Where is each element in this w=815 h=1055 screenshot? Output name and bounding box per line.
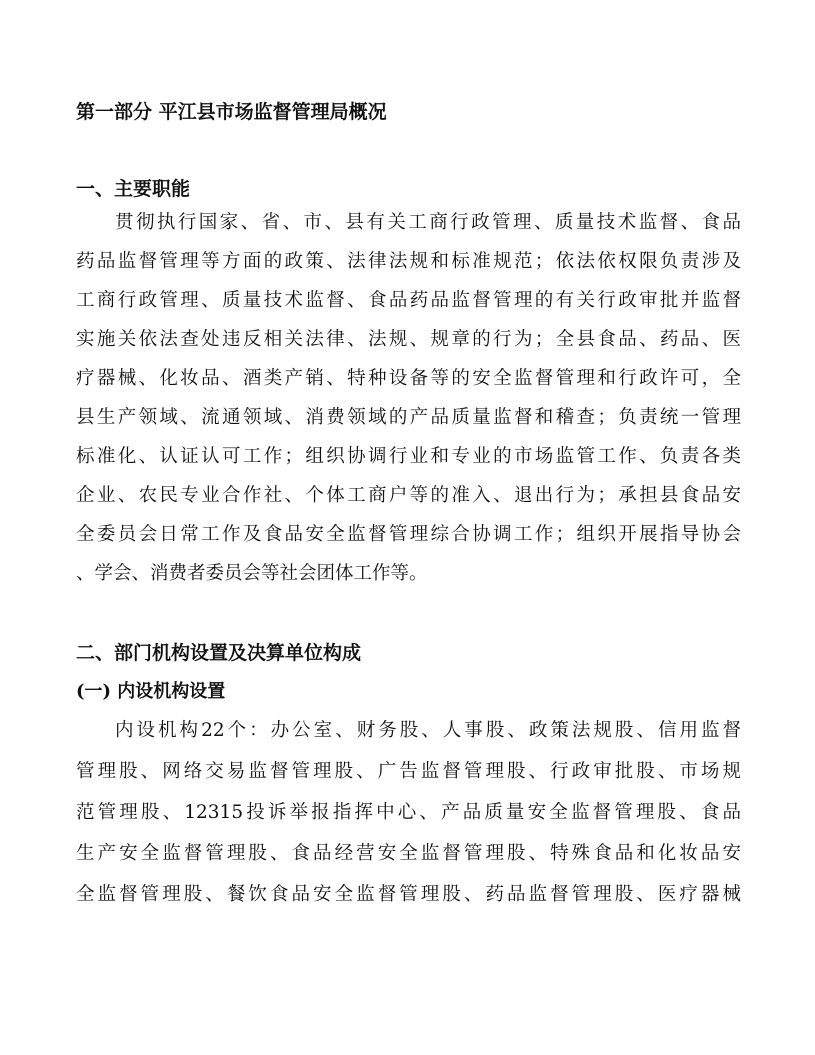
paragraph-line: 标准化、认证认可工作；组织协调行业和专业的市场监管工作、负责各类 bbox=[76, 446, 741, 467]
paragraph-line: 范管理股、12315投诉举报指挥中心、产品质量安全监督管理股、食品 bbox=[76, 802, 741, 823]
paragraph-line: 全监督管理股、餐饮食品安全监督管理股、药品监督管理股、医疗器械 bbox=[76, 884, 741, 905]
paragraph-line: 工商行政管理、质量技术监督、食品药品监督管理的有关行政审批并监督 bbox=[76, 290, 741, 311]
paragraph-line: 县生产领域、流通领域、消费领域的产品质量监督和稽查；负责统一管理 bbox=[76, 407, 741, 428]
paragraph-line: 实施关依法查处违反相关法律、法规、规章的行为；全县食品、药品、医 bbox=[76, 329, 741, 350]
part-title: 第一部分 平江县市场监督管理局概况 bbox=[76, 101, 387, 123]
paragraph-line: 疗器械、化妆品、酒类产销、特种设备等的安全监督管理和行政许可，全 bbox=[76, 368, 741, 389]
paragraph-line: 全委员会日常工作及食品安全监督管理综合协调工作；组织开展指导协会 bbox=[76, 524, 741, 545]
paragraph-line: 生产安全监督管理股、食品经营安全监督管理股、特殊食品和化妆品安 bbox=[76, 843, 741, 864]
paragraph-line: 药品监督管理等方面的政策、法律法规和标准规范；依法依权限负责涉及 bbox=[76, 251, 741, 272]
section-heading-org-structure: 二、部门机构设置及决算单位构成 bbox=[76, 642, 362, 664]
paragraph-line: 管理股、网络交易监督管理股、广告监督管理股、行政审批股、市场规 bbox=[76, 761, 741, 782]
paragraph-line: 、学会、消费者委员会等社会团体工作等。 bbox=[76, 563, 428, 584]
section-heading-main-functions: 一、主要职能 bbox=[76, 178, 191, 200]
paragraph-line: 企业、农民专业合作社、个体工商户等的准入、退出行为；承担县食品安 bbox=[76, 485, 741, 506]
subheading-internal-institutions: (一) 内设机构设置 bbox=[76, 681, 226, 702]
paragraph-line: 贯彻执行国家、省、市、县有关工商行政管理、质量技术监督、食品 bbox=[115, 212, 741, 233]
paragraph-line: 内设机构22个：办公室、财务股、人事股、政策法规股、信用监督 bbox=[115, 720, 741, 741]
